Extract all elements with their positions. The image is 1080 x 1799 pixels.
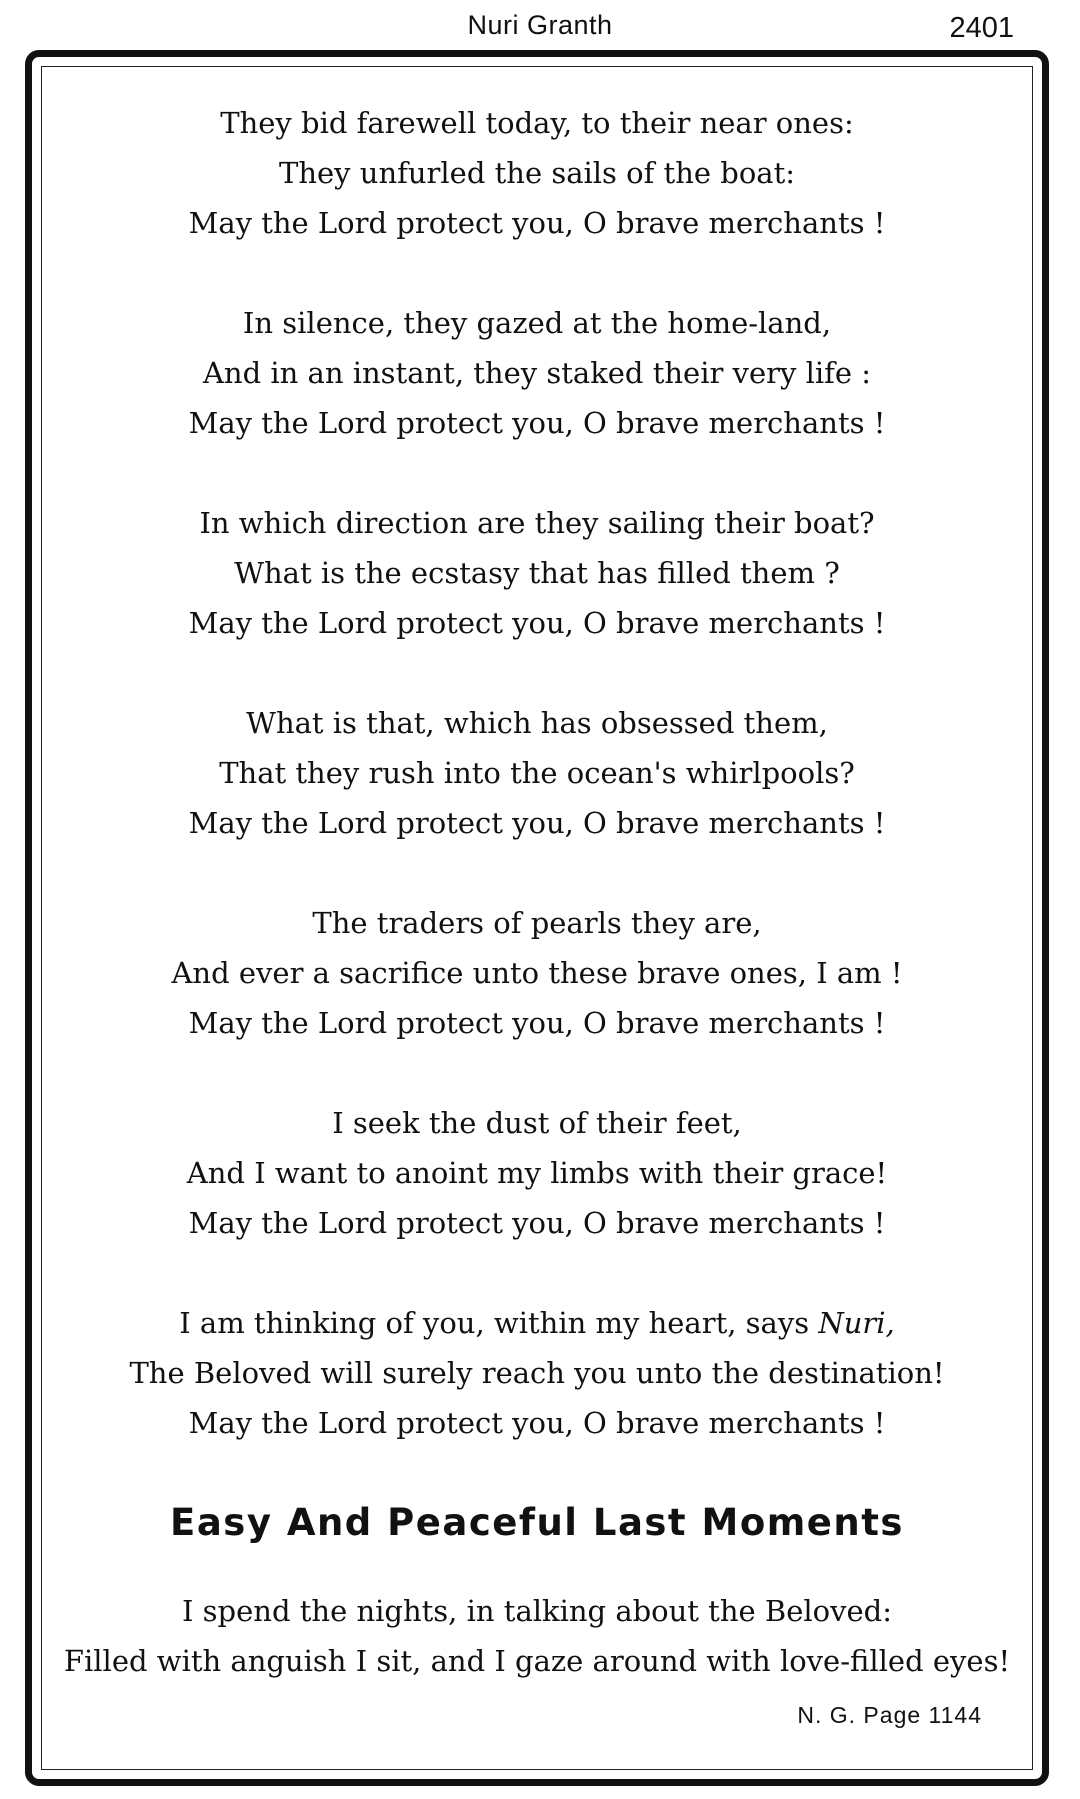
refrain-line: May the Lord protect you, O brave merchants ! (188, 1006, 886, 1040)
stanza-4 (42, 698, 1032, 848)
stanza-5 (42, 898, 1032, 1048)
section-title: Easy And Peaceful Last Moments (170, 1501, 904, 1544)
poem-line: I seek the dust of their feet, (332, 1106, 742, 1140)
refrain-line: May the Lord protect you, O brave merchants ! (188, 806, 886, 840)
stanza-2 (42, 298, 1032, 448)
poem-line (42, 1298, 1032, 1348)
page-header (0, 6, 1080, 46)
poem-line: Filled with anguish I sit, and I gaze around with love-filled eyes! (63, 1644, 1011, 1678)
poem-line: I spend the nights, in talking about the Beloved: (182, 1594, 892, 1628)
poem-line: They bid farewell today, to their near ones: (220, 106, 854, 140)
stanza-6 (42, 1098, 1032, 1248)
poem-line: In which direction are they sailing their boat? (199, 506, 875, 540)
closing-stanza (42, 1586, 1032, 1686)
stanza-7 (42, 1298, 1032, 1448)
poet-name: Nuri, (818, 1306, 895, 1340)
line-text: I am thinking of you, within my heart, says (179, 1306, 819, 1340)
poem-line: And in an instant, they staked their very life : (202, 356, 872, 390)
poem-content (42, 98, 1032, 1736)
poem-line: And I want to anoint my limbs with their grace! (186, 1156, 888, 1190)
refrain-line: May the Lord protect you, O brave merchants ! (188, 1206, 886, 1240)
poem-line: The traders of pearls they are, (312, 906, 762, 940)
inner-frame (41, 66, 1033, 1770)
poem-line: What is that, which has obsessed them, (246, 706, 828, 740)
refrain-line: May the Lord protect you, O brave merchants ! (188, 606, 886, 640)
page-number: 2401 (949, 12, 1014, 44)
poem-line: In silence, they gazed at the home-land, (242, 306, 832, 340)
poem-line: They unfurled the sails of the boat: (278, 156, 796, 190)
book-title: Nuri Granth (467, 10, 613, 40)
refrain-line: May the Lord protect you, O brave merchants ! (188, 206, 886, 240)
poem-line: What is the ecstasy that has filled them ? (234, 556, 840, 590)
stanza-3 (42, 498, 1032, 648)
poem-line: And ever a sacrifice unto these brave ones, I am ! (171, 956, 903, 990)
refrain-line: May the Lord protect you, O brave merchants ! (188, 406, 886, 440)
poem-line: The Beloved will surely reach you unto the destination! (129, 1356, 945, 1390)
page-reference: N. G. Page 1144 (797, 1702, 982, 1728)
stanza-1 (42, 98, 1032, 248)
page-frame (25, 50, 1049, 1786)
poem-line: That they rush into the ocean's whirlpools? (219, 756, 855, 790)
refrain-line: May the Lord protect you, O brave merchants ! (188, 1406, 886, 1440)
